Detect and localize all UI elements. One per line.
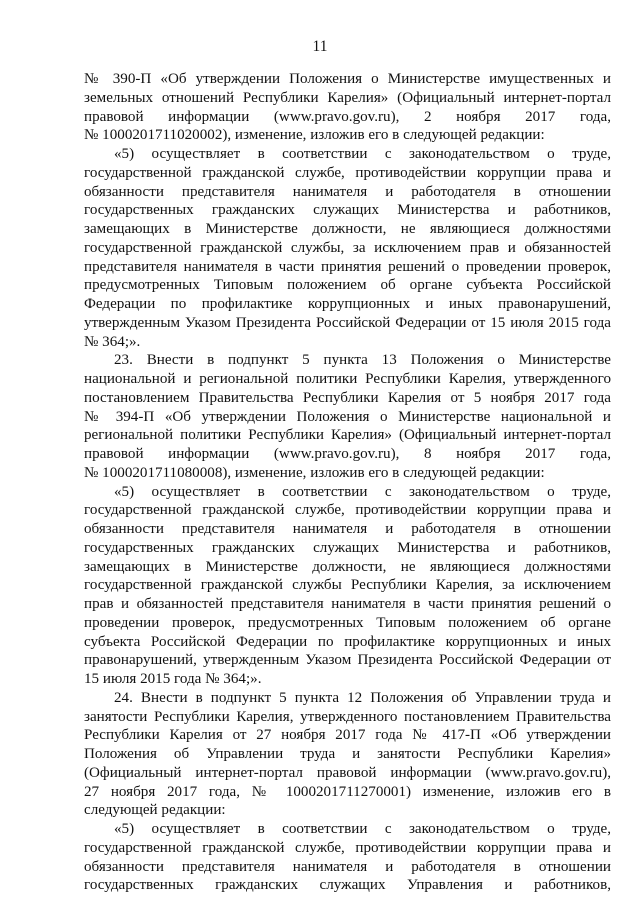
text-line: земельных отношений Республики Карелия» (Официальный интернет-портал — [84, 89, 611, 106]
text-line: № 394-П «Об утверждении Положения о Министерстве национальной и — [84, 408, 611, 425]
text-line: проведении проверок, предусмотренных Типовым положением об органе — [84, 614, 611, 631]
text-line: № 1000201711080008), изменение, изложив его в следующей редакции: — [84, 464, 545, 481]
text-line: правовой информации (www.pravo.gov.ru), 8 ноября 2017 года, — [84, 446, 611, 462]
text-line: государственных гражданских служащих Министерства и работников, — [84, 539, 611, 556]
text-line: № 364;». — [84, 333, 141, 350]
page-number: 11 — [312, 38, 328, 55]
text-line: № 1000201711020002), изменение, изложив его в следующей редакции: — [84, 127, 545, 144]
text-line: 15 июля 2015 года № 364;». — [84, 671, 262, 687]
text-line: «5) осуществляет в соответствии с законодательством о труде, — [114, 146, 611, 162]
text-line: обязанности представителя нанимателя и работодателя в отношении — [84, 183, 611, 200]
text-line: обязанности представителя нанимателя и работодателя в отношении — [84, 521, 611, 537]
text-line: государственных гражданских служащих Министерства и работников, — [84, 202, 611, 219]
text-line: региональной политики Республики Карелия» (Официальный интернет-портал — [84, 427, 611, 444]
text-line: государственной гражданской службе, противодействии коррупции права и — [84, 164, 611, 181]
text-line: «5) осуществляет в соответствии с законодательством о труде, — [114, 483, 611, 500]
text-line: № 390-П «Об утверждении Положения о Министерстве имущественных и — [84, 71, 611, 87]
document-body — [84, 70, 611, 895]
text-line: (Официальный интернет-портал правовой информации (www.pravo.gov.ru), — [84, 764, 611, 781]
text-line: субъекта Российской Федерации по профилактике коррупционных и иных — [84, 633, 611, 650]
text-line: предусмотренных Типовым положением об органе субъекта Российской — [84, 277, 611, 294]
text-line: национальной и региональной политики Республики Карелия, утвержденного — [84, 371, 611, 387]
text-line: государственной гражданской службы Республики Карелия, за исключением — [84, 577, 611, 594]
text-line: Республики Карелия от 27 ноября 2017 года № 417-П «Об утверждении — [84, 727, 611, 744]
text-line: занятости Республики Карелия, утвержденного постановлением Правительства — [84, 708, 611, 725]
text-line: 23. Внести в подпункт 5 пункта 13 Положения о Министерстве — [114, 352, 611, 369]
text-line: Положения об Управлении труда и занятости Республики Карелия» — [84, 746, 611, 762]
text-line: Федерации по профилактике коррупционных и иных правонарушений, — [84, 296, 611, 312]
text-line: государственной гражданской службе, противодействии коррупции права и — [84, 502, 611, 519]
text-line: утвержденным Указом Президента Российской Федерации от 15 июля 2015 года — [84, 314, 611, 331]
text-line: замещающих в Министерстве должности, не являющиеся должностями — [84, 558, 611, 575]
text-line: следующей редакции: — [84, 802, 226, 819]
text-line: прав и обязанностей представителя нанимателя в части принятия решений о — [84, 596, 611, 612]
text-line: обязанности представителя нанимателя и работодателя в отношении — [84, 858, 611, 875]
text-line: государственной гражданской службе, противодействии коррупции права и — [84, 839, 611, 856]
text-line: правовой информации (www.pravo.gov.ru), 2 ноября 2017 года, — [84, 108, 611, 125]
text-line: 24. Внести в подпункт 5 пункта 12 Положения об Управлении труда и — [114, 689, 611, 706]
text-line: постановлением Правительства Республики Карелия от 5 ноября 2017 года — [84, 389, 611, 406]
text-line: правонарушений, утвержденным Указом Президента Российской Федерации от — [84, 652, 611, 669]
text-line: 27 ноября 2017 года, № 1000201711270001) изменение, изложив его в — [84, 783, 611, 800]
text-line: замещающих в Министерстве должности, не являющиеся должностями — [84, 221, 611, 237]
text-line: представителя нанимателя в части принятия решений о проведении проверок, — [84, 258, 611, 275]
text-line: государственной гражданской службы, за исключением прав и обязанностей — [84, 239, 611, 256]
text-line: государственных гражданских служащих Управления и работников, — [84, 877, 611, 894]
text-line: «5) осуществляет в соответствии с законодательством о труде, — [114, 821, 611, 837]
